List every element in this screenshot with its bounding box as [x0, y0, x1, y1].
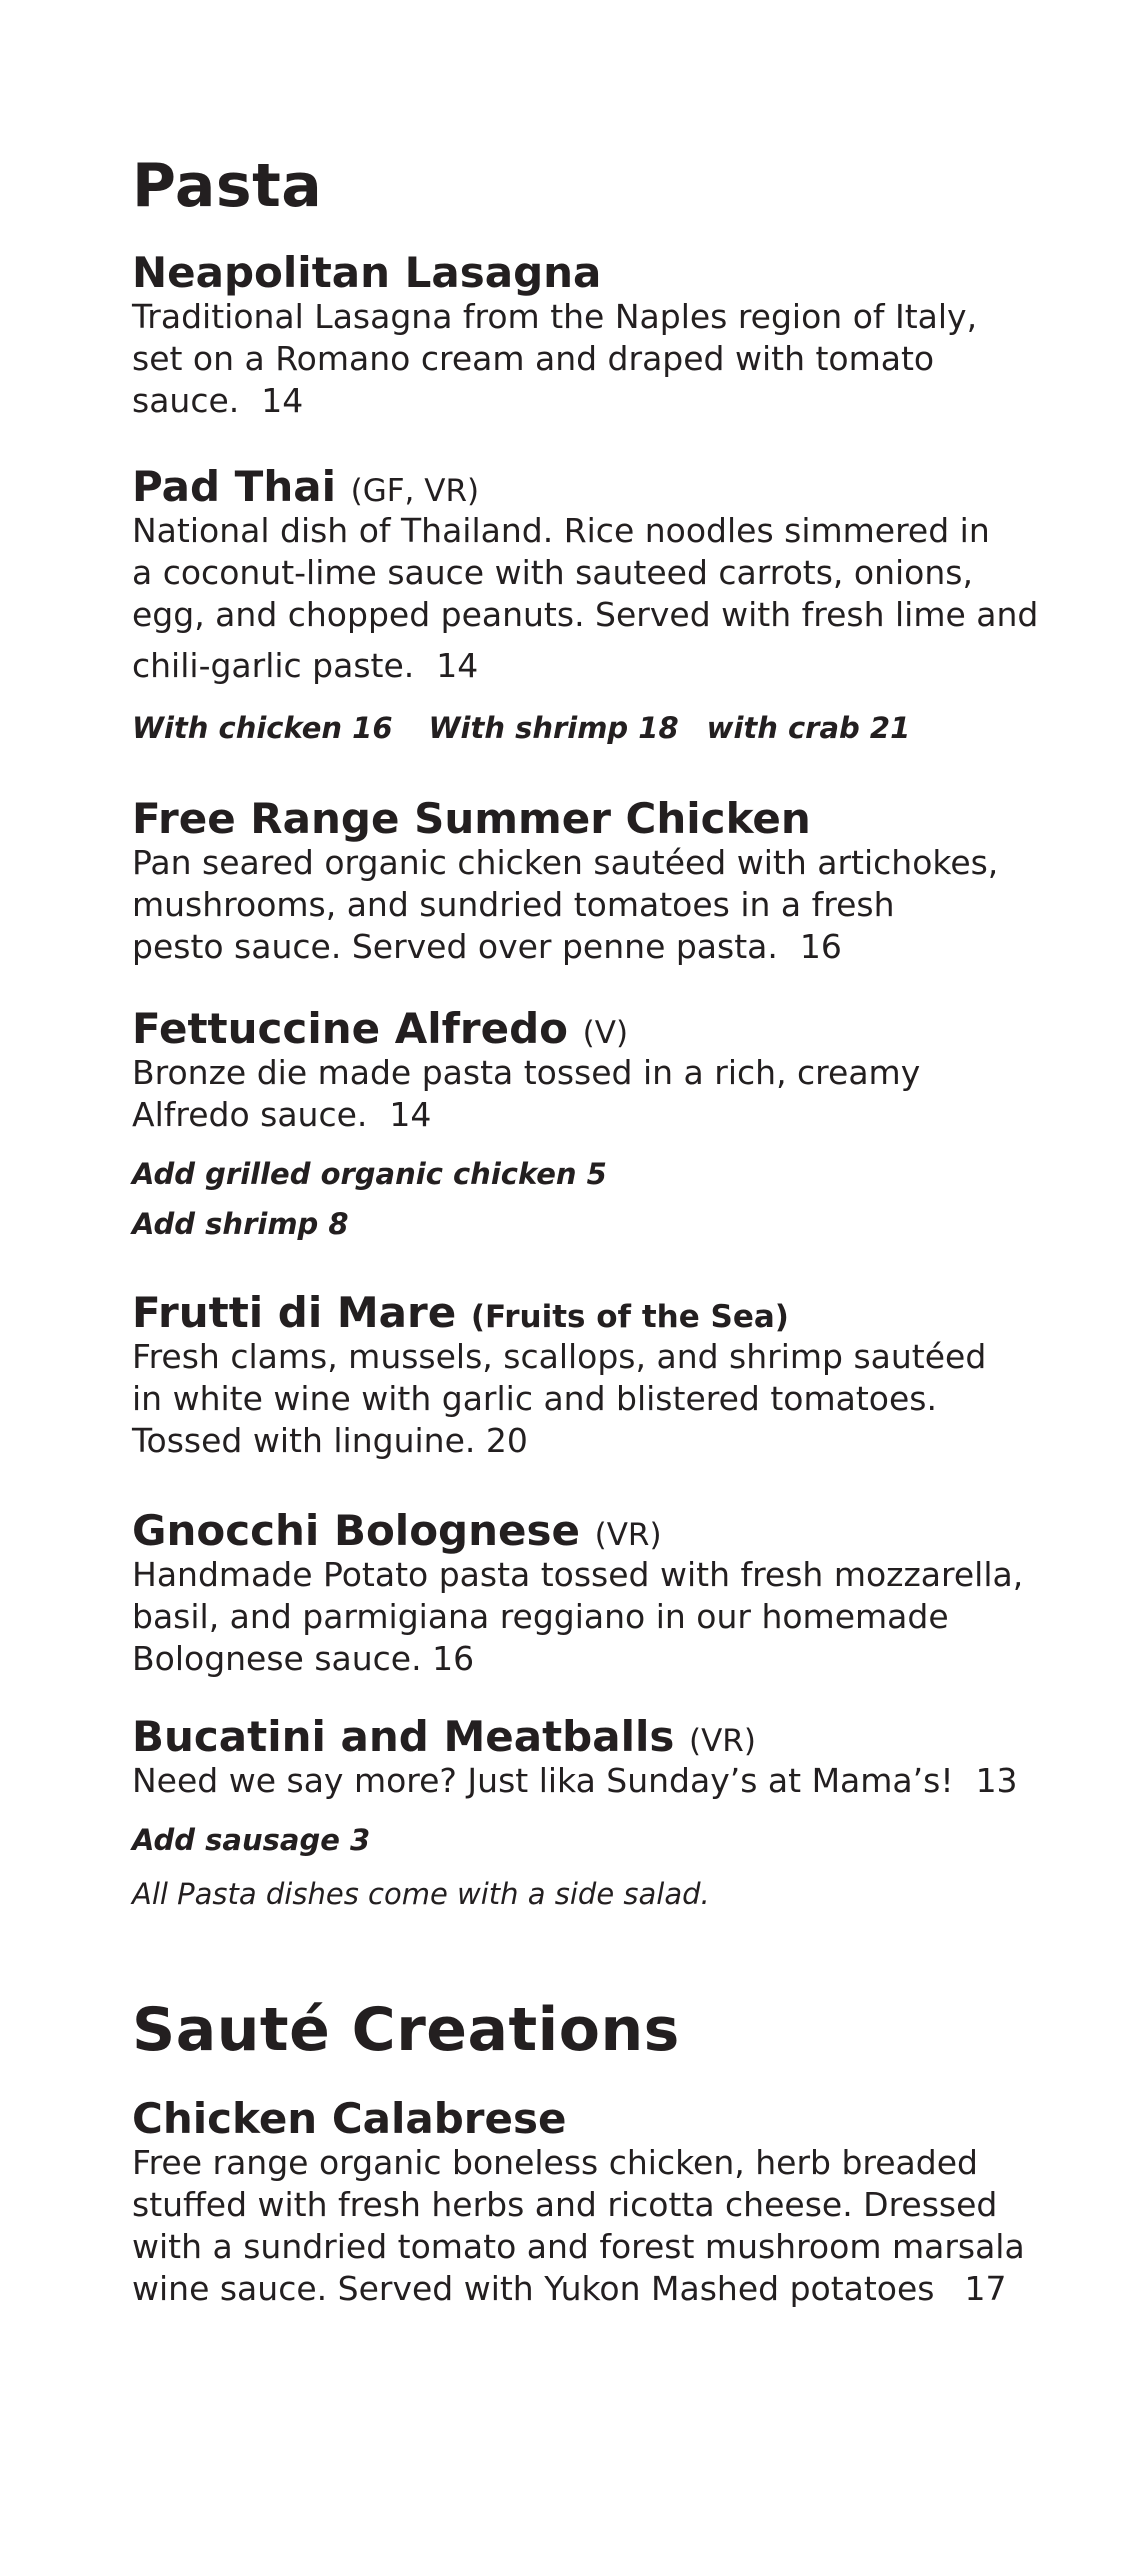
item-price: 17	[964, 2269, 1007, 2308]
menu-item-name	[132, 1506, 662, 1555]
addon-option: With shrimp 18	[428, 711, 679, 745]
menu-item-description-end	[132, 645, 478, 687]
item-name-text: Gnocchi Bolognese	[132, 1506, 580, 1555]
description-line: chili-garlic paste.	[132, 646, 415, 685]
menu-item-name	[132, 1288, 789, 1337]
description-line: wine sauce. Served with Yukon Mashed potatoes	[132, 2269, 935, 2308]
description-line: mushrooms, and sundried tomatoes in a fresh	[132, 885, 895, 924]
description-line: set on a Romano cream and draped with tomato	[132, 339, 935, 378]
item-name-text: Frutti di Mare	[132, 1288, 457, 1337]
dietary-tag: (VR)	[689, 1723, 756, 1759]
description-line: Pan seared organic chicken sautéed with artichokes,	[132, 843, 999, 882]
description-line: Tossed with linguine. 20	[132, 1421, 528, 1460]
addon-option: Add sausage 3	[132, 1823, 371, 1857]
section-note: All Pasta dishes come with a side salad.	[132, 1877, 710, 1911]
section-title-pasta: Pasta	[132, 151, 323, 221]
menu-item-description	[132, 1554, 1023, 1680]
description-line: Need we say more? Just lika Sunday’s at Mama’s!	[132, 1761, 954, 1800]
menu-item-description	[132, 510, 1038, 636]
item-price: 14	[261, 381, 304, 420]
description-line: Traditional Lasagna from the Naples region of Italy,	[132, 297, 978, 336]
item-name-text: Chicken Calabrese	[132, 2094, 567, 2143]
menu-item-description	[132, 1760, 1018, 1802]
item-price: 16	[799, 927, 842, 966]
menu-item-name	[132, 248, 602, 297]
menu-item-description	[132, 1052, 920, 1136]
description-line: stuffed with fresh herbs and ricotta cheese. Dressed	[132, 2185, 998, 2224]
menu-item-description	[132, 1336, 986, 1462]
description-line: Handmade Potato pasta tossed with fresh mozzarella,	[132, 1555, 1024, 1594]
item-price: 14	[389, 1095, 432, 1134]
description-line: with a sundried tomato and forest mushroom marsala	[132, 2227, 1025, 2266]
item-price: 13	[975, 1761, 1018, 1800]
description-line: Fresh clams, mussels, scallops, and shrimp sautéed	[132, 1337, 987, 1376]
section-title-saute-creations: Sauté Creations	[132, 1995, 680, 2065]
menu-item-description	[132, 296, 977, 422]
menu-item-name	[132, 1712, 756, 1761]
item-subtitle: (Fruits of the Sea)	[470, 1299, 789, 1335]
addon-option: with crab 21	[706, 711, 911, 745]
dietary-tag: (GF, VR)	[350, 473, 480, 509]
addon-option: With chicken 16	[132, 711, 393, 745]
addon-option: Add shrimp 8	[132, 1207, 349, 1241]
description-line: Alfredo sauce.	[132, 1095, 368, 1134]
menu-item-description	[132, 2142, 1025, 2310]
description-line: a coconut-lime sauce with sauteed carrots, onions,	[132, 553, 973, 592]
dietary-tag: (V)	[582, 1015, 629, 1051]
item-addons	[132, 711, 911, 745]
menu-item-name	[132, 1004, 629, 1053]
item-name-text: Bucatini and Meatballs	[132, 1712, 675, 1761]
item-name-text: Pad Thai	[132, 462, 336, 511]
description-line: Bronze die made pasta tossed in a rich, creamy	[132, 1053, 921, 1092]
dietary-tag: (VR)	[594, 1517, 662, 1553]
item-name-text: Neapolitan Lasagna	[132, 248, 602, 297]
item-price: 14	[436, 646, 479, 685]
menu-item-description	[132, 842, 998, 968]
description-line: National dish of Thailand. Rice noodles simmered in	[132, 511, 990, 550]
description-line: egg, and chopped peanuts. Served with fresh lime and	[132, 595, 1039, 634]
item-name-text: Fettuccine Alfredo	[132, 1004, 569, 1053]
menu-item-name	[132, 2094, 567, 2143]
description-line: in white wine with garlic and blistered tomatoes.	[132, 1379, 937, 1418]
menu-item-name	[132, 794, 811, 843]
item-name-text: Free Range Summer Chicken	[132, 794, 811, 843]
addon-option: Add grilled organic chicken 5	[132, 1157, 607, 1191]
menu-item-name	[132, 462, 480, 511]
description-line: pesto sauce. Served over penne pasta.	[132, 927, 778, 966]
description-line: Bolognese sauce. 16	[132, 1639, 475, 1678]
description-line: sauce.	[132, 381, 240, 420]
description-line: basil, and parmigiana reggiano in our homemade	[132, 1597, 949, 1636]
description-line: Free range organic boneless chicken, herb breaded	[132, 2143, 978, 2182]
